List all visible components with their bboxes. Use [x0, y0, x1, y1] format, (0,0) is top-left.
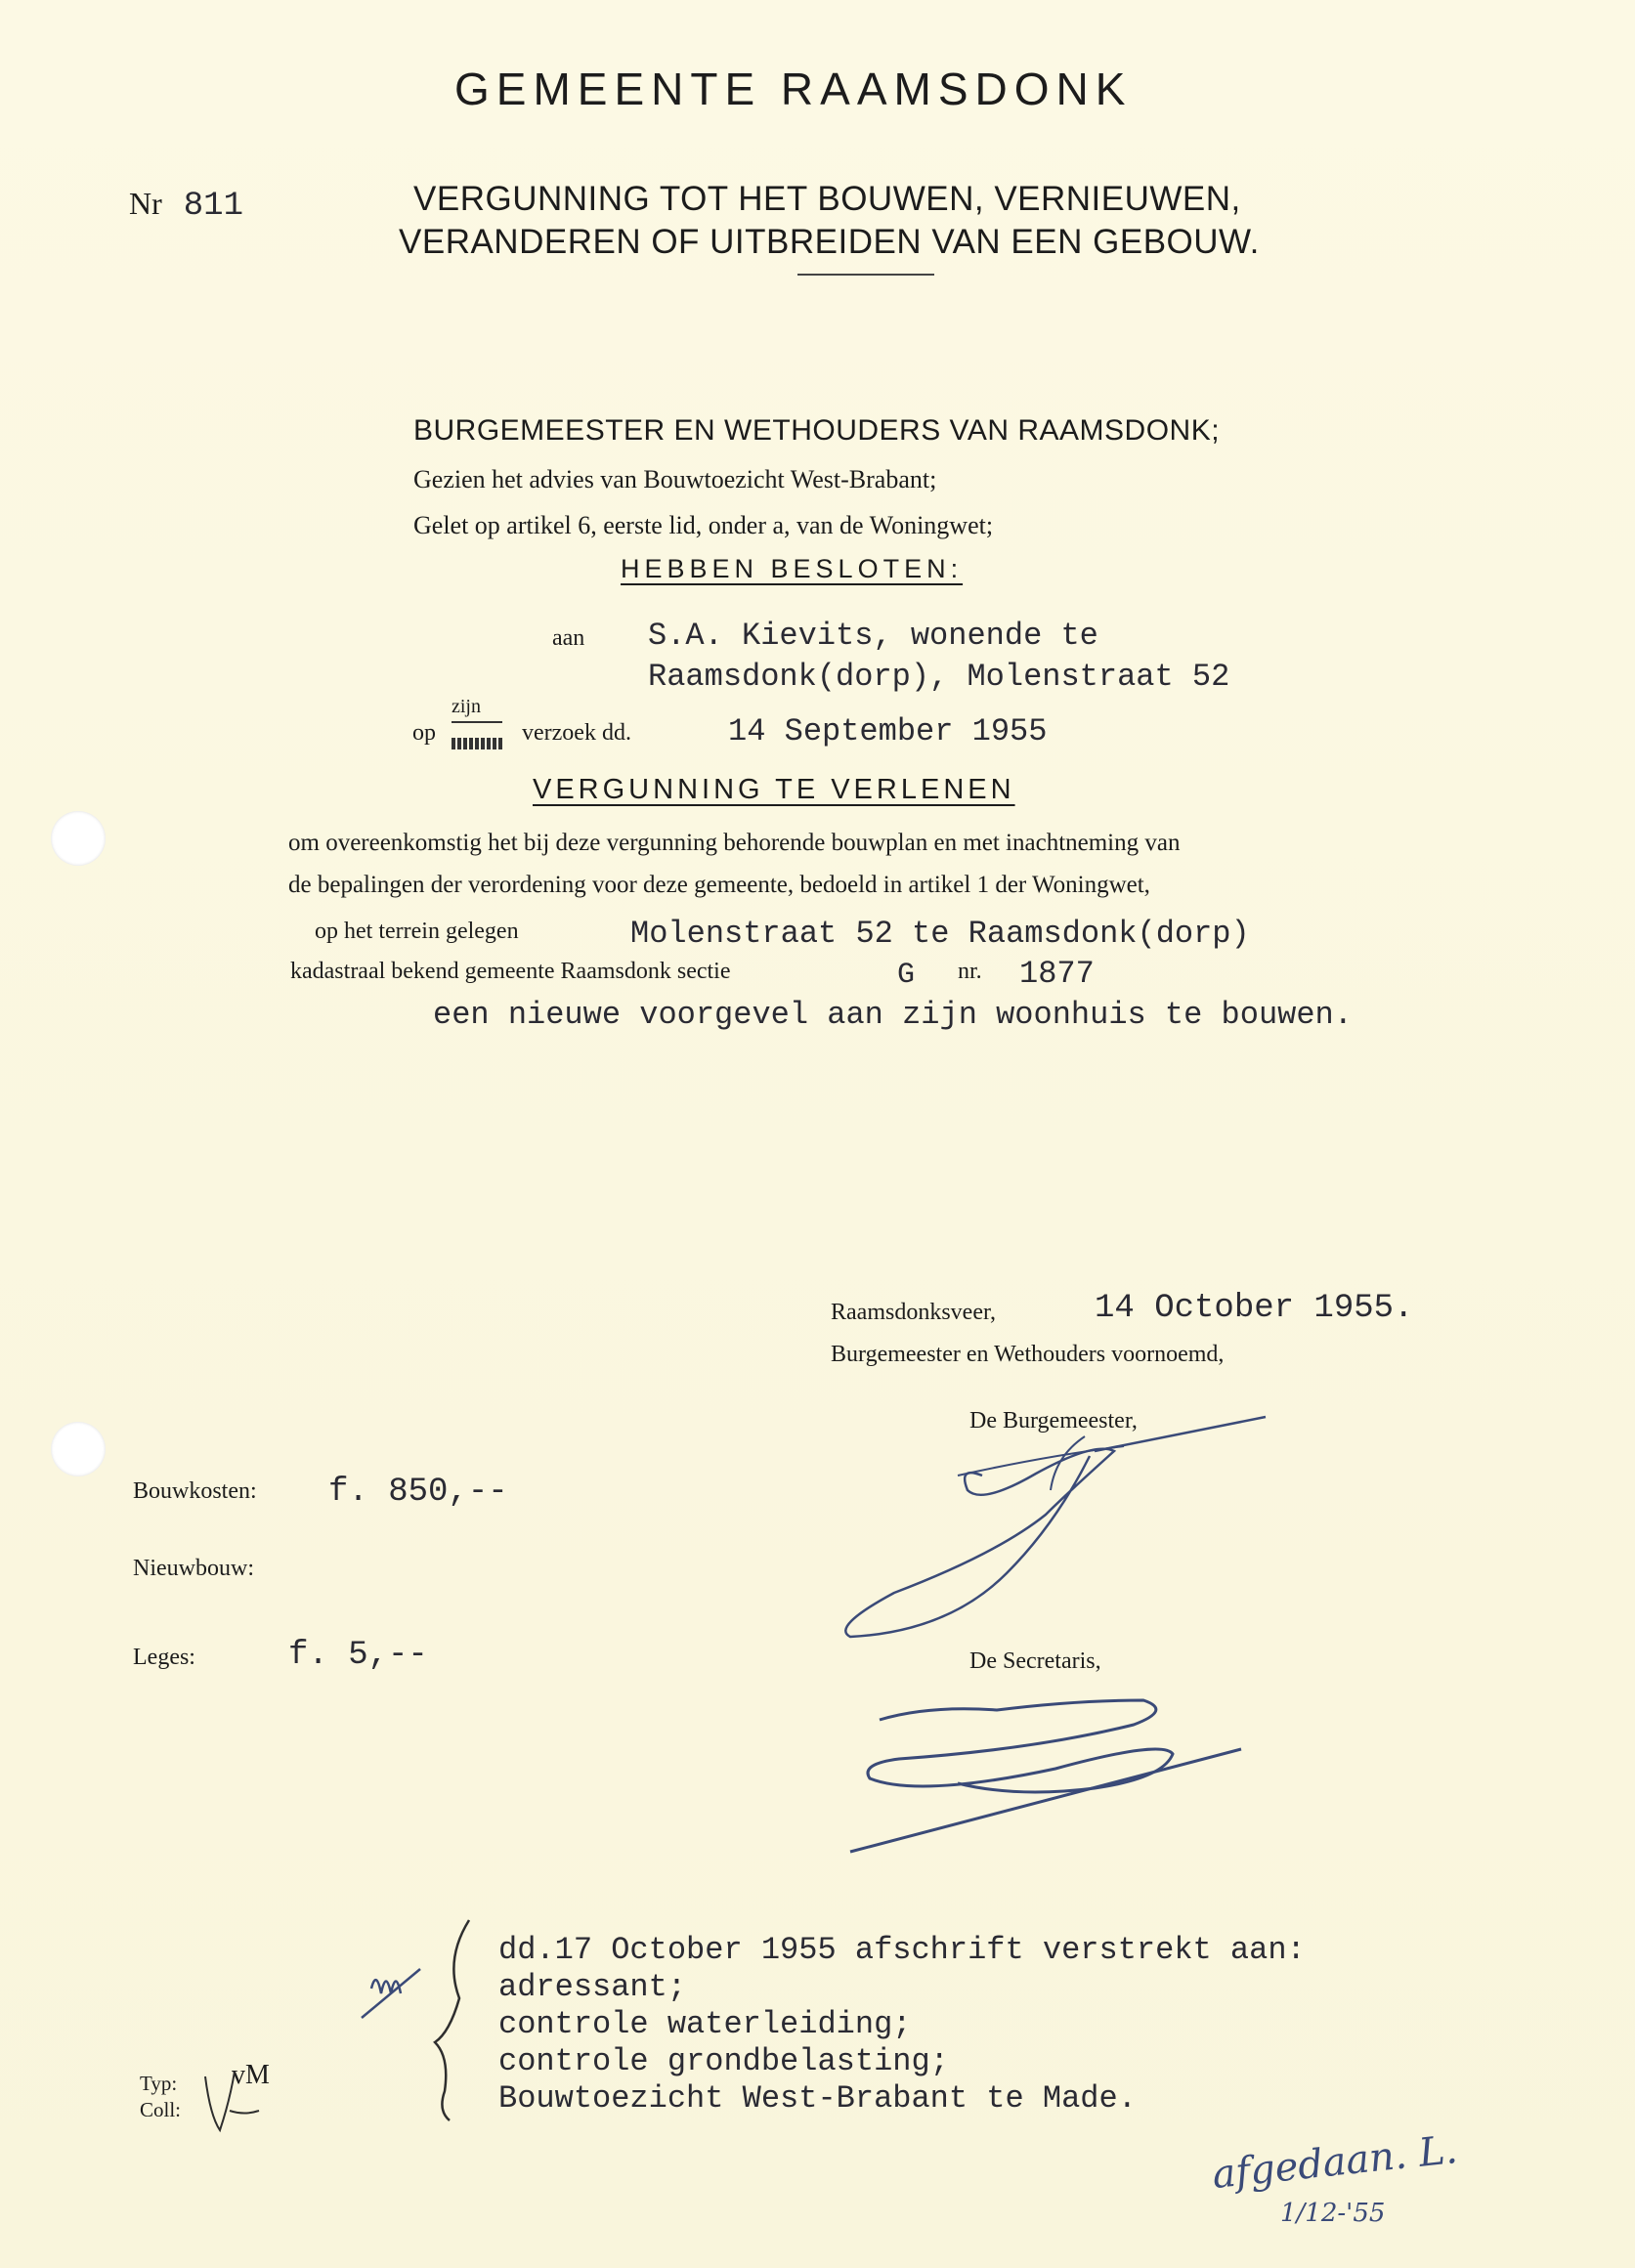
cadastral-label: kadastraal bekend gemeente Raamsdonk sectie — [290, 959, 731, 984]
cadastral-number: 1877 — [1019, 956, 1095, 992]
permit-title-line2: VERANDEREN OF UITBREIDEN VAN EEN GEBOUW. — [399, 223, 1260, 261]
punch-hole — [51, 811, 106, 866]
authority-heading: BURGEMEESTER EN WETHOUDERS VAN RAAMSDONK; — [413, 414, 1221, 447]
collator-initial — [195, 2057, 274, 2145]
struck-out-word — [452, 738, 502, 749]
terrain-address: Molenstraat 52 te Raamsdonk(dorp) — [630, 916, 1250, 952]
advice-line: Gezien het advies van Bouwtoezicht West-Brabant; — [413, 465, 937, 493]
bracket-and-initial — [332, 1910, 479, 2125]
copy-recipient-1: adressant; — [498, 1969, 687, 2005]
condition-line1: om overeenkomstig het bij deze vergunning behorende bouwplan en met inachtneming van — [288, 830, 1181, 856]
permit-title-line1: VERGUNNING TOT HET BOUWEN, VERNIEUWEN, — [413, 180, 1241, 218]
number-label: Nr 811 — [129, 186, 243, 225]
work-description: een nieuwe voorgevel aan zijn woonhuis te bouwen. — [433, 997, 1353, 1033]
typist-label: Typ: — [140, 2072, 178, 2095]
cadastral-section: G — [897, 959, 916, 992]
copy-recipient-4: Bouwtoezicht West-Brabant te Made. — [498, 2080, 1137, 2117]
aan-label: aan — [552, 625, 585, 651]
applicant-line2: Raamsdonk(dorp), Molenstraat 52 — [648, 659, 1230, 695]
building-costs-value: f. 850,-- — [328, 1474, 508, 1511]
municipality-title: GEMEENTE RAAMSDONK — [454, 64, 1133, 114]
condition-line2: de bepalingen der verordening voor deze gemeente, bedoeld in artikel 1 der Woningwet, — [288, 872, 1150, 898]
place-label: Raamsdonksveer, — [831, 1300, 996, 1325]
fees-value: f. 5,-- — [288, 1637, 428, 1674]
copy-recipient-2: controle waterleiding; — [498, 2006, 912, 2042]
copy-recipient-3: controle grondbelasting; — [498, 2043, 949, 2079]
mayor-signature — [811, 1397, 1300, 1642]
divider — [797, 274, 934, 276]
permit-number: 811 — [183, 188, 243, 225]
nr-label: nr. — [958, 959, 982, 984]
copy-date-line: dd.17 October 1955 afschrift verstrekt aan: — [498, 1932, 1306, 1968]
building-costs-label: Bouwkosten: — [133, 1478, 257, 1504]
grant-heading: VERGUNNING TE VERLENEN — [533, 774, 1015, 805]
collator-label: Coll: — [140, 2098, 182, 2121]
issue-date: 14 October 1955. — [1095, 1290, 1414, 1327]
fees-label: Leges: — [133, 1645, 195, 1670]
fraction-line — [452, 721, 502, 723]
terrain-label: op het terrein gelegen — [315, 919, 519, 944]
decision-heading: HEBBEN BESLOTEN: — [621, 554, 964, 583]
law-line: Gelet op artikel 6, eerste lid, onder a, van de Woningwet; — [413, 511, 994, 539]
typist-initials: vM — [232, 2060, 270, 2090]
applicant-line1: S.A. Kievits, wonende te — [648, 618, 1098, 654]
zijn-label: zijn — [452, 696, 481, 717]
handwritten-note: afgedaan. L. — [1210, 2126, 1460, 2199]
authority-aforementioned: Burgemeester en Wethouders voornoemd, — [831, 1342, 1225, 1367]
request-date: 14 September 1955 — [728, 713, 1048, 749]
punch-hole — [51, 1422, 106, 1476]
new-build-label: Nieuwbouw: — [133, 1556, 254, 1581]
op-label: op — [412, 720, 436, 746]
secretary-label: De Secretaris, — [969, 1648, 1101, 1674]
handwritten-note-date: 1/12-'55 — [1280, 2199, 1386, 2228]
verzoek-label: verzoek dd. — [522, 720, 631, 746]
secretary-signature — [840, 1671, 1251, 1866]
mayor-label: De Burgemeester, — [969, 1408, 1138, 1434]
